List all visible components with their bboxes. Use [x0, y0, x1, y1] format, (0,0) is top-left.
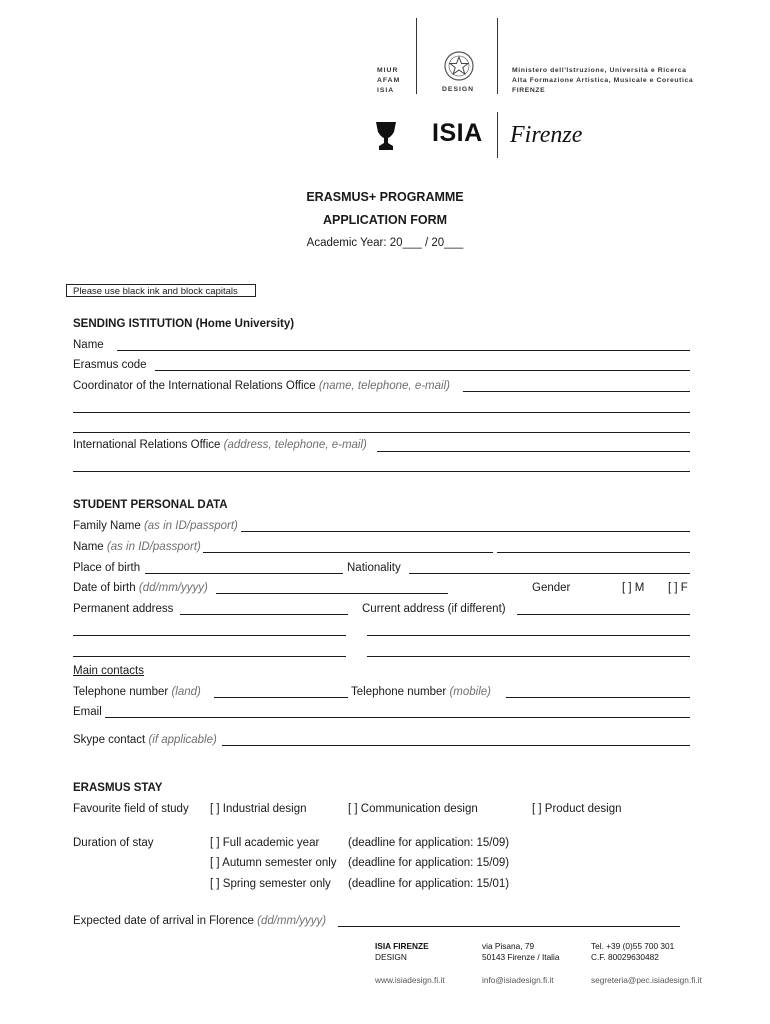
student-name-label — [73, 541, 201, 553]
current-address-field-2[interactable] — [367, 635, 690, 636]
arrival-field[interactable] — [338, 926, 680, 927]
coordinator-field[interactable] — [463, 391, 690, 392]
telephone-land-text: Telephone number — [73, 686, 169, 698]
header-right-block — [512, 66, 693, 96]
email-field[interactable] — [105, 717, 690, 718]
duration-spring-deadline: (deadline for application: 15/01) — [348, 878, 510, 890]
header-afam: AFAM — [377, 77, 401, 84]
gender-f-checkbox[interactable]: [ ] F — [668, 582, 688, 594]
sending-name-field[interactable] — [117, 350, 690, 351]
student-name-field[interactable] — [203, 552, 493, 553]
telephone-mobile-hint: (mobile) — [449, 686, 492, 698]
arrival-label — [73, 915, 326, 927]
republic-emblem-icon — [443, 50, 475, 82]
iro-label — [73, 439, 367, 451]
academic-year: Academic Year: 20___ / 20___ — [306, 237, 464, 249]
coordinator-text: Coordinator of the International Relations Office — [73, 380, 316, 392]
header-divider-right — [497, 18, 498, 94]
coordinator-field-3[interactable] — [73, 432, 690, 433]
footer-tel: Tel. +39 (0)55 700 301 — [591, 941, 675, 951]
nationality-label: Nationality — [347, 562, 401, 574]
iro-text: International Relations Office — [73, 439, 221, 451]
skype-text: Skype contact — [73, 734, 146, 746]
sending-heading: SENDING ISTITUTION (Home University) — [73, 318, 295, 330]
footer-address — [482, 941, 559, 963]
permanent-address-field-3[interactable] — [73, 656, 346, 657]
student-name-text: Name — [73, 541, 104, 553]
permanent-address-label: Permanent address — [73, 603, 174, 615]
title-programme: ERASMUS+ PROGRAMME — [306, 190, 464, 204]
iro-hint: (address, telephone, e-mail) — [223, 439, 367, 451]
telephone-land-field[interactable] — [214, 697, 348, 698]
gender-m-checkbox[interactable]: [ ] M — [622, 582, 645, 594]
telephone-mobile-text: Telephone number — [351, 686, 447, 698]
telephone-land-hint: (land) — [171, 686, 201, 698]
telephone-mobile-label — [351, 686, 491, 698]
header-city: FIRENZE — [512, 87, 546, 94]
telephone-mobile-field[interactable] — [506, 697, 690, 698]
duration-label: Duration of stay — [73, 837, 154, 849]
duration-full-year-deadline: (deadline for application: 15/09) — [348, 837, 510, 849]
coordinator-hint: (name, telephone, e-mail) — [318, 380, 450, 392]
sending-name-label: Name — [73, 339, 104, 351]
arrival-text: Expected date of arrival in Florence — [73, 915, 254, 927]
header-left-block — [377, 66, 400, 96]
header-miur: MIUR — [377, 67, 399, 74]
footer-email-link[interactable]: info@isiadesign.fi.it — [482, 975, 554, 985]
main-contacts-label: Main contacts — [73, 665, 144, 677]
family-name-hint: (as in ID/passport) — [143, 520, 238, 532]
skype-field[interactable] — [222, 745, 690, 746]
footer-org-sub: DESIGN — [375, 952, 407, 962]
iro-field[interactable] — [377, 451, 690, 452]
skype-label — [73, 734, 217, 746]
student-name-hint: (as in ID/passport) — [106, 541, 201, 553]
place-of-birth-label: Place of birth — [73, 562, 141, 574]
erasmus-code-field[interactable] — [155, 370, 690, 371]
date-of-birth-label — [73, 582, 208, 594]
permanent-address-field[interactable] — [180, 614, 348, 615]
coordinator-field-2[interactable] — [73, 412, 690, 413]
footer-org-name: ISIA FIRENZE — [375, 941, 429, 951]
footer-cf: C.F. 80029630482 — [591, 952, 659, 962]
coordinator-label — [73, 380, 450, 392]
skype-hint: (if applicable) — [148, 734, 217, 746]
logo-divider — [497, 112, 498, 158]
family-name-label — [73, 520, 238, 532]
duration-spring-checkbox[interactable]: [ ] Spring semester only — [210, 878, 331, 890]
current-address-field[interactable] — [517, 614, 690, 615]
logo-firenze: Firenze — [510, 122, 583, 148]
field-communication-checkbox[interactable]: [ ] Communication design — [348, 803, 478, 815]
permanent-address-field-2[interactable] — [73, 635, 346, 636]
title-form: APPLICATION FORM — [322, 213, 448, 227]
footer-city: 50143 Firenze / Italia — [482, 952, 560, 962]
field-industrial-checkbox[interactable]: [ ] Industrial design — [210, 803, 307, 815]
current-address-label: Current address (if different) — [362, 603, 506, 615]
header-isia: ISIA — [377, 87, 395, 94]
header-divider-left — [416, 18, 417, 94]
student-heading: STUDENT PERSONAL DATA — [73, 499, 228, 511]
header-design-label: DESIGN — [442, 86, 475, 93]
date-of-birth-field[interactable] — [216, 593, 448, 594]
telephone-land-label — [73, 686, 201, 698]
field-product-checkbox[interactable]: [ ] Product design — [532, 803, 622, 815]
footer-web-link[interactable]: www.isiadesign.fi.it — [375, 975, 445, 985]
duration-full-year-checkbox[interactable]: [ ] Full academic year — [210, 837, 320, 849]
note-box — [66, 284, 256, 297]
stay-heading: ERASMUS STAY — [73, 782, 163, 794]
nationality-field[interactable] — [409, 573, 690, 574]
footer-org — [375, 941, 429, 963]
family-name-text: Family Name — [73, 520, 141, 532]
place-of-birth-field[interactable] — [145, 573, 343, 574]
duration-autumn-deadline: (deadline for application: 15/09) — [348, 857, 510, 869]
arrival-hint: (dd/mm/yyyy) — [257, 915, 327, 927]
header-afam-full: Alta Formazione Artistica, Musicale e Coreutica — [512, 77, 694, 84]
duration-autumn-checkbox[interactable]: [ ] Autumn semester only — [210, 857, 337, 869]
header-ministry: Ministero dell'Istruzione, Università e Ricerca — [512, 67, 687, 74]
erasmus-code-label: Erasmus code — [73, 359, 147, 371]
student-name-field-2[interactable] — [497, 552, 690, 553]
current-address-field-3[interactable] — [367, 656, 690, 657]
footer-street: via Pisana, 79 — [482, 941, 535, 951]
gender-label: Gender — [532, 582, 571, 594]
iro-field-2[interactable] — [73, 471, 690, 472]
logo-isia: ISIA — [432, 119, 483, 147]
family-name-field[interactable] — [241, 531, 690, 532]
isia-chalice-icon — [373, 120, 399, 152]
note-text: Please use black ink and block capitals — [73, 286, 238, 297]
email-label: Email — [73, 706, 102, 718]
date-of-birth-text: Date of birth — [73, 582, 136, 594]
date-of-birth-hint: (dd/mm/yyyy) — [138, 582, 208, 594]
footer-pec-link[interactable]: segreteria@pec.isiadesign.fi.it — [591, 975, 702, 985]
footer-contacts — [591, 941, 674, 963]
field-of-study-label: Favourite field of study — [73, 803, 189, 815]
